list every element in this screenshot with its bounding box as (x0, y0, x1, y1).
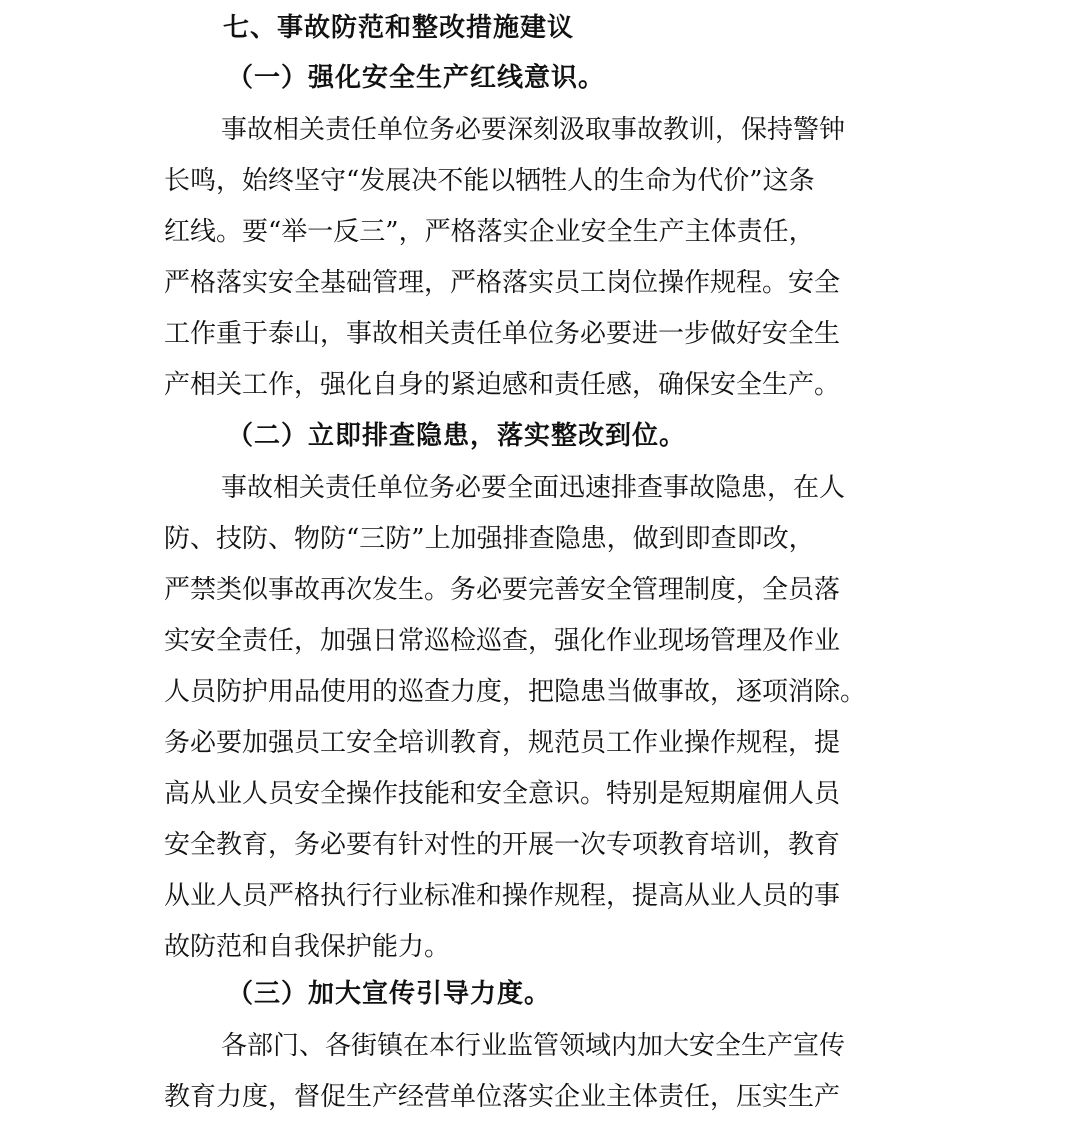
text-line: 事故相关责任单位务必要全面迅速排查事故隐患，在人 (221, 473, 846, 503)
text-line: 各部门、各街镇在本行业监管领域内加大安全生产宣传 (221, 1031, 846, 1061)
paragraph-1 (164, 105, 845, 411)
text-line: 工作重于泰山，事故相关责任单位务必要进一步做好安全生 (164, 319, 841, 349)
text-line: 故防范和自我保护能力。 (164, 932, 451, 962)
text-line: 事故相关责任单位务必要深刻汲取事故教训，保持警钟 (221, 115, 846, 145)
text-line: 长鸣，始终坚守“发展决不能以牺牲人的生命为代价”这条 (164, 166, 815, 196)
text-line: 教育力度，督促生产经营单位落实企业主体责任，压实生产 (164, 1082, 841, 1112)
subheading-3: （三）加大宣传引导力度。 (227, 979, 552, 1009)
text-line: 务必要加强员工安全培训教育，规范员工作业操作规程，提 (164, 728, 841, 758)
text-line: 防、技防、物防“三防”上加强排查隐患，做到即查即改， (164, 524, 815, 554)
text-line: 从业人员严格执行行业标准和操作规程，提高从业人员的事 (164, 881, 841, 911)
text-line: 红线。要“举一反三”，严格落实企业安全生产主体责任， (164, 217, 815, 247)
text-line: 安全教育，务必要有针对性的开展一次专项教育培训，教育 (164, 830, 841, 860)
text-line: 人员防护用品使用的巡查力度，把隐患当做事故，逐项消除。 (164, 677, 867, 707)
paragraph-2 (164, 463, 866, 973)
subheading-2: （二）立即排查隐患，落实整改到位。 (227, 421, 687, 451)
text-line: 严禁类似事故再次发生。务必要完善安全管理制度，全员落 (164, 575, 841, 605)
subheading-1: （一）强化安全生产红线意识。 (227, 63, 606, 93)
paragraph-3 (164, 1021, 845, 1123)
section-heading: 七、事故防范和整改措施建议 (223, 13, 575, 43)
text-line: 高从业人员安全操作技能和安全意识。特别是短期雇佣人员 (164, 779, 841, 809)
text-line: 严格落实安全基础管理，严格落实员工岗位操作规程。安全 (164, 268, 841, 298)
text-line: 实安全责任，加强日常巡检巡查，强化作业现场管理及作业 (164, 626, 841, 656)
text-line: 产相关工作，强化自身的紧迫感和责任感，确保安全生产。 (164, 370, 841, 400)
